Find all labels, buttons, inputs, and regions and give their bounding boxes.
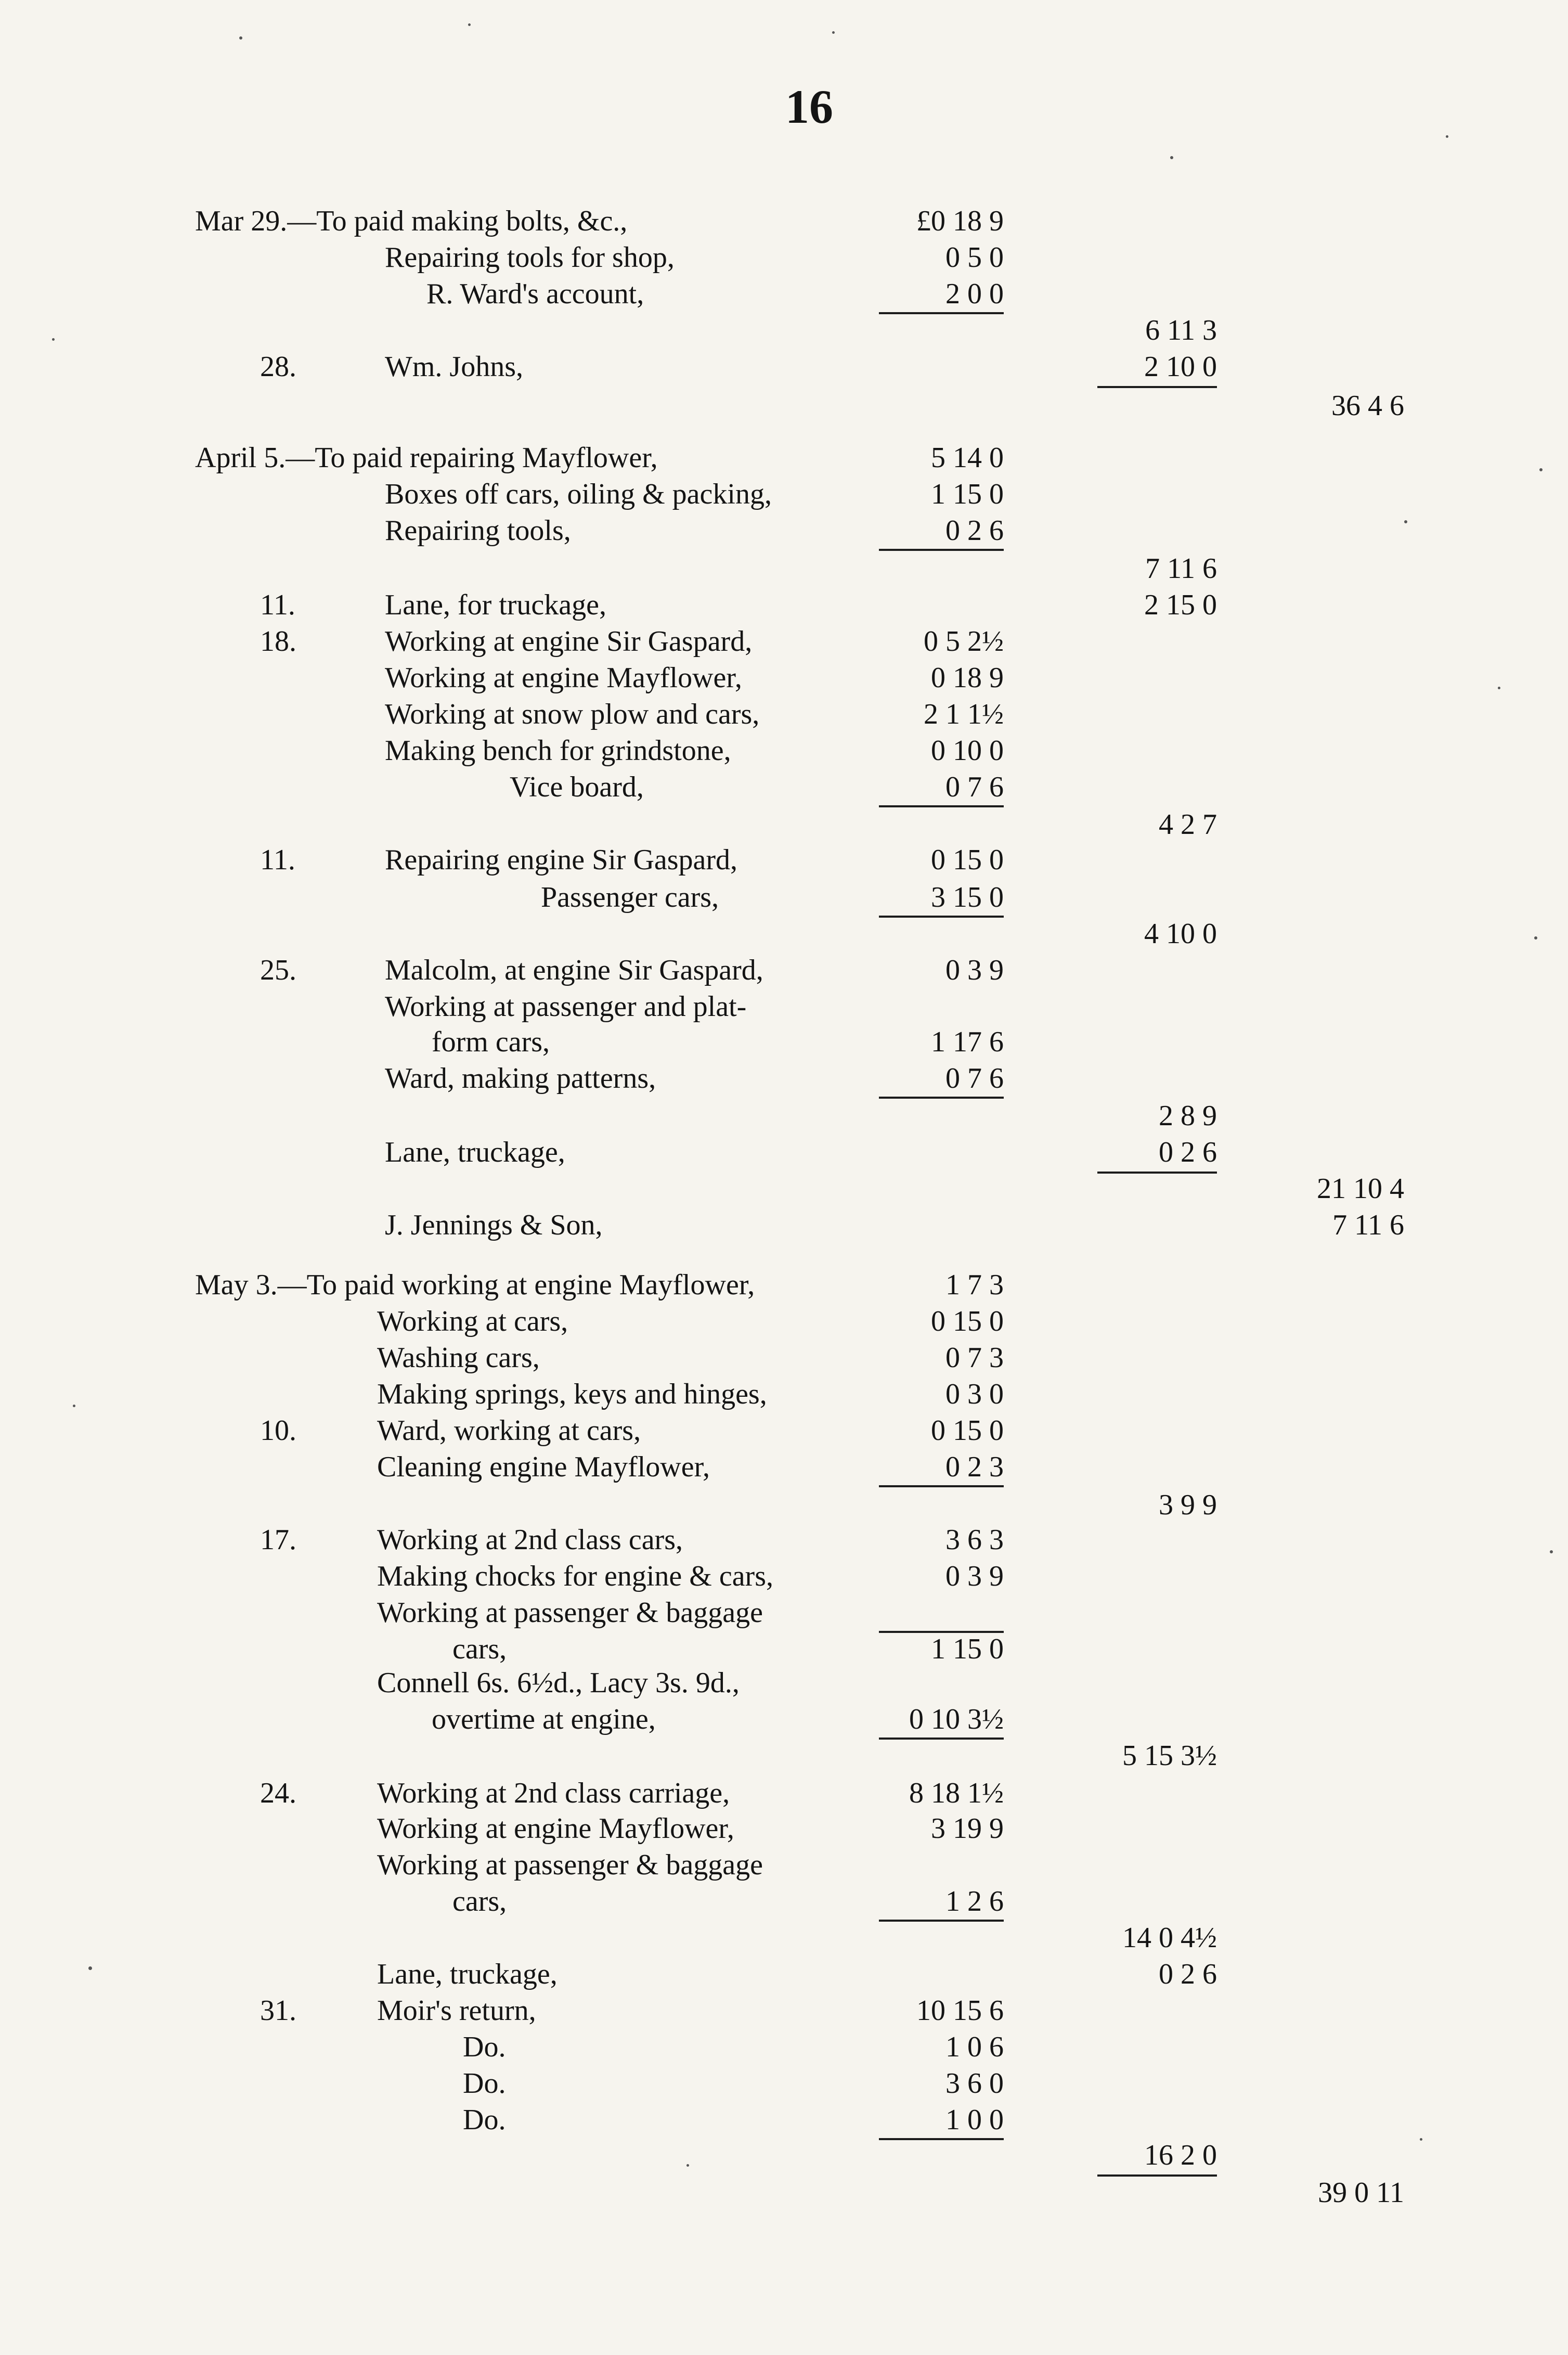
entry-description: Working at passenger & baggage xyxy=(377,1597,763,1629)
entry-amount: 0 3 9 xyxy=(945,1560,1004,1592)
print-speck xyxy=(1498,687,1500,689)
entry-description: form cars, xyxy=(432,1026,550,1058)
entry-description: Lane, truckage, xyxy=(385,1136,565,1168)
entry-amount: 1 2 6 xyxy=(945,1885,1004,1918)
entry-subtotal: 2 8 9 xyxy=(1159,1100,1217,1132)
entry-amount: 0 7 6 xyxy=(945,1062,1004,1095)
entry-amount: 1 0 0 xyxy=(945,2104,1004,2136)
entry-description: Do. xyxy=(463,2104,506,2136)
entry-total: 21 10 4 xyxy=(1317,1173,1404,1205)
entry-amount: 0 15 0 xyxy=(931,1305,1004,1337)
entry-amount: 2 0 0 xyxy=(945,278,1004,310)
entry-description: Do. xyxy=(463,2067,506,2100)
entry-total: 36 4 6 xyxy=(1331,390,1404,422)
sum-rule xyxy=(879,312,1004,314)
entry-amount: 1 15 0 xyxy=(931,478,1004,510)
print-speck xyxy=(686,2164,689,2167)
print-speck xyxy=(832,31,835,34)
print-speck xyxy=(1539,468,1543,471)
entry-description: Wm. Johns, xyxy=(385,351,523,383)
entry-description: Passenger cars, xyxy=(541,881,719,913)
entry-amount: 3 6 0 xyxy=(945,2067,1004,2100)
entry-description: cars, xyxy=(452,1885,507,1918)
entry-description: Malcolm, at engine Sir Gaspard, xyxy=(385,954,763,986)
entry-description: Boxes off cars, oiling & packing, xyxy=(385,478,772,510)
entry-day: 25. xyxy=(260,954,296,986)
page-number: 16 xyxy=(785,80,833,133)
entry-description: Working at engine Mayflower, xyxy=(377,1812,734,1845)
entry-day: 31. xyxy=(260,1994,296,2027)
entry-description: Connell 6s. 6½d., Lacy 3s. 9d., xyxy=(377,1667,740,1699)
sum-rule xyxy=(879,916,1004,918)
entry-amount: 0 15 0 xyxy=(931,844,1004,876)
entry-description: Lane, for truckage, xyxy=(385,589,606,621)
entry-subtotal: 3 9 9 xyxy=(1159,1489,1217,1521)
entry-amount: 1 0 6 xyxy=(945,2031,1004,2063)
print-speck xyxy=(1404,520,1407,523)
entry-day: 18. xyxy=(260,625,296,658)
entry-amount: 0 2 6 xyxy=(945,514,1004,547)
entry-amount: 0 2 3 xyxy=(945,1451,1004,1483)
entry-amount: £0 18 9 xyxy=(916,205,1004,237)
entry-day: 17. xyxy=(260,1524,296,1556)
entry-subtotal: 6 11 3 xyxy=(1145,314,1217,346)
entry-amount: 8 18 1½ xyxy=(909,1777,1004,1809)
print-speck xyxy=(1420,2138,1422,2141)
entry-subtotal: 4 2 7 xyxy=(1159,808,1217,841)
entry-description: Working at 2nd class cars, xyxy=(377,1524,683,1556)
sum-rule xyxy=(879,1920,1004,1922)
entry-amount: 3 6 3 xyxy=(945,1524,1004,1556)
entry-day: 10. xyxy=(260,1414,296,1447)
entry-description: Making springs, keys and hinges, xyxy=(377,1378,767,1410)
entry-day: 11. xyxy=(260,844,295,876)
entry-description: Repairing tools for shop, xyxy=(385,241,675,274)
entry-amount: 0 15 0 xyxy=(931,1414,1004,1447)
entry-amount: 1 7 3 xyxy=(945,1269,1004,1301)
sum-rule xyxy=(879,805,1004,807)
entry-date-line: April 5.—To paid repairing Mayflower, xyxy=(195,442,658,474)
entry-description: overtime at engine, xyxy=(432,1703,656,1735)
entry-subtotal: 5 15 3½ xyxy=(1122,1740,1217,1772)
print-speck xyxy=(52,338,55,341)
entry-amount: 3 15 0 xyxy=(931,881,1004,913)
entry-amount: 0 7 6 xyxy=(945,771,1004,803)
entry-description: R. Ward's account, xyxy=(426,278,644,310)
entry-amount: 2 1 1½ xyxy=(924,698,1004,730)
entry-subtotal: 0 2 6 xyxy=(1159,1958,1217,1990)
entry-description: Washing cars, xyxy=(377,1342,540,1374)
entry-description: Working at snow plow and cars, xyxy=(385,698,760,730)
sum-rule xyxy=(879,2138,1004,2140)
print-speck xyxy=(1534,936,1537,940)
entry-description: Vice board, xyxy=(510,771,644,803)
entry-description: Ward, working at cars, xyxy=(377,1414,641,1447)
entry-description: Repairing engine Sir Gaspard, xyxy=(385,844,738,876)
sum-rule xyxy=(879,1738,1004,1740)
print-speck xyxy=(239,36,242,40)
entry-amount: 10 15 6 xyxy=(916,1994,1004,2027)
entry-description: Working at engine Mayflower, xyxy=(385,662,742,694)
sum-rule xyxy=(879,549,1004,551)
entry-description: Making chocks for engine & cars, xyxy=(377,1560,773,1592)
entry-date-line: Mar 29.—To paid making bolts, &c., xyxy=(195,205,628,237)
entry-amount: 1 17 6 xyxy=(931,1026,1004,1058)
print-speck xyxy=(1446,135,1448,138)
entry-subtotal: 0 2 6 xyxy=(1159,1136,1217,1168)
entry-day: 11. xyxy=(260,589,295,621)
entry-description: Lane, truckage, xyxy=(377,1958,558,1990)
sum-rule xyxy=(879,1485,1004,1487)
sum-rule xyxy=(879,1097,1004,1099)
entry-day: 24. xyxy=(260,1777,296,1809)
entry-description: Repairing tools, xyxy=(385,514,571,547)
entry-subtotal: 4 10 0 xyxy=(1144,918,1217,950)
entry-amount: 0 3 9 xyxy=(945,954,1004,986)
entry-amount: 1 15 0 xyxy=(931,1633,1004,1665)
entry-description: Making bench for grindstone, xyxy=(385,735,731,767)
entry-subtotal: 7 11 6 xyxy=(1145,552,1217,585)
entry-description: Working at cars, xyxy=(377,1305,568,1337)
entry-description: Working at passenger & baggage xyxy=(377,1849,763,1881)
entry-description: Working at engine Sir Gaspard, xyxy=(385,625,753,658)
entry-amount: 0 3 0 xyxy=(945,1378,1004,1410)
print-speck xyxy=(88,1966,92,1970)
entry-total: 7 11 6 xyxy=(1332,1209,1404,1241)
entry-amount: 0 5 2½ xyxy=(924,625,1004,658)
entry-day: 28. xyxy=(260,351,296,383)
print-speck xyxy=(73,1405,75,1407)
entry-description: J. Jennings & Son, xyxy=(385,1209,603,1241)
entry-amount: 0 10 3½ xyxy=(909,1703,1004,1735)
entry-description: Ward, making patterns, xyxy=(385,1062,656,1095)
entry-amount: 0 7 3 xyxy=(945,1342,1004,1374)
print-speck xyxy=(468,23,471,26)
entry-amount: 0 5 0 xyxy=(945,241,1004,274)
entry-description: cars, xyxy=(452,1633,507,1665)
print-speck xyxy=(1550,1550,1553,1553)
entry-subtotal: 2 15 0 xyxy=(1144,589,1217,621)
entry-subtotal: 16 2 0 xyxy=(1144,2139,1217,2171)
entry-description: Working at passenger and plat- xyxy=(385,990,747,1023)
entry-amount: 0 10 0 xyxy=(931,735,1004,767)
entry-subtotal: 2 10 0 xyxy=(1144,351,1217,383)
entry-description: Do. xyxy=(463,2031,506,2063)
entry-amount: 0 18 9 xyxy=(931,662,1004,694)
entry-subtotal: 14 0 4½ xyxy=(1122,1922,1217,1954)
entry-description: Working at 2nd class carriage, xyxy=(377,1777,730,1809)
entry-amount: 3 19 9 xyxy=(931,1812,1004,1845)
entry-total: 39 0 11 xyxy=(1318,2177,1404,2209)
entry-date-line: May 3.—To paid working at engine Mayflower, xyxy=(195,1269,755,1301)
entry-amount: 5 14 0 xyxy=(931,442,1004,474)
print-speck xyxy=(1170,156,1173,159)
entry-description: Cleaning engine Mayflower, xyxy=(377,1451,710,1483)
entry-description: Moir's return, xyxy=(377,1994,536,2027)
